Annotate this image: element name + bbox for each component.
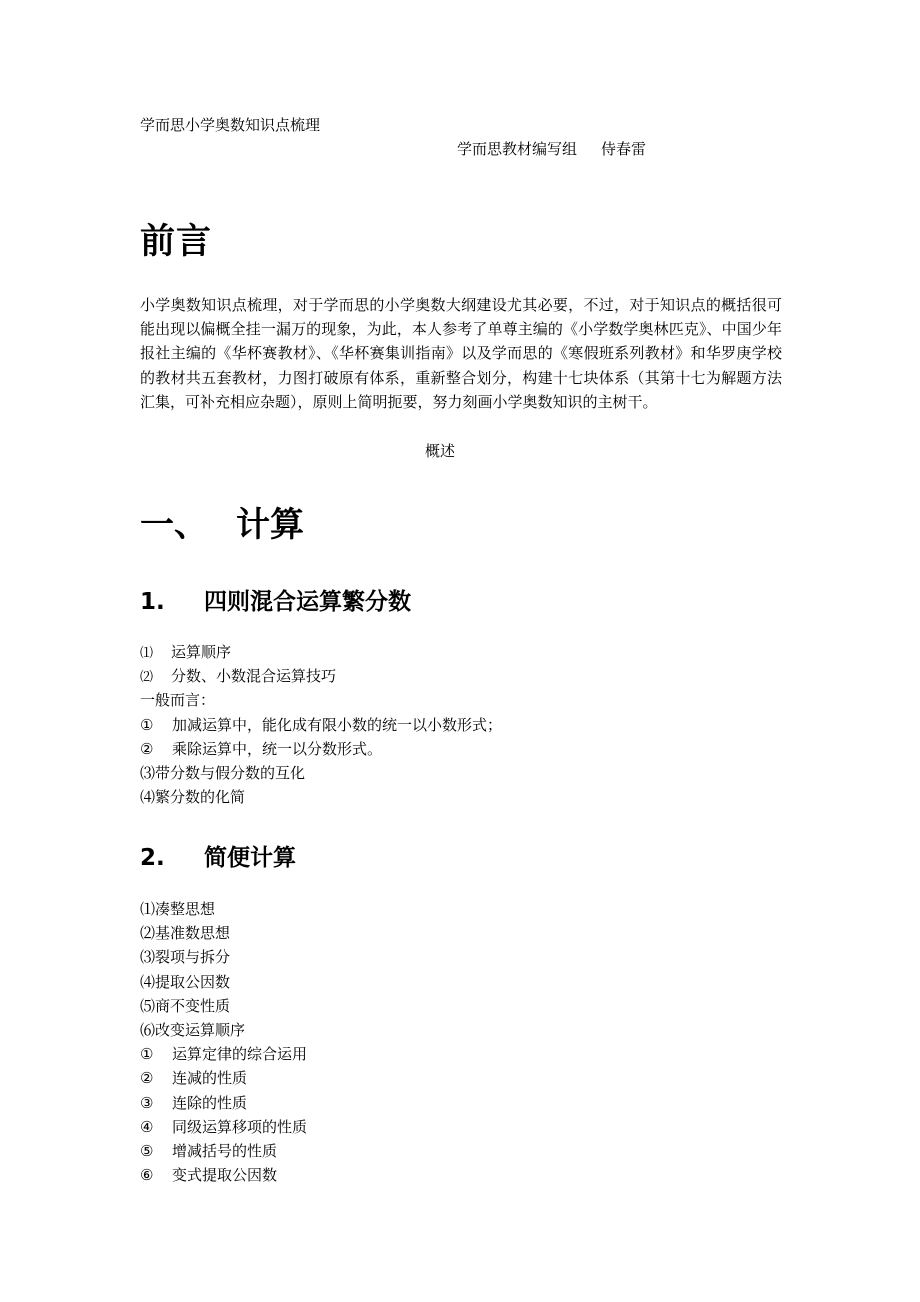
list-item	[140, 1066, 307, 1090]
list-item-text: 连减的性质	[172, 1069, 248, 1088]
list-item	[140, 785, 502, 809]
list-item	[140, 897, 307, 921]
list-item-text: ⑵基准数思想	[140, 924, 231, 943]
list-item-text: 变式提取公因数	[172, 1166, 278, 1185]
preface-paragraph: 小学奥数知识点梳理，对于学而思的小学奥数大纲建设尤其必要，不过，对于知识点的概括很可能出现以偏概全挂一漏万的现象，为此，本人参考了单尊主编的《小学数学奥林匹克》、中国少年报社主编的《华杯赛教材》、《华杯赛集训指南》以及学而思的《寒假班系列教材》和华罗庚学校的教材共五套教材，力图打破原有体系，重新整合划分，构建十七块体系（其第十七为解题方法汇集，可补充相应杂题），原则上简明扼要，努力刻画小学奥数知识的主树干。	[140, 296, 782, 411]
list-item	[140, 664, 502, 688]
list-item-text: 分数、小数混合运算技巧	[171, 667, 337, 686]
list-item	[140, 1115, 307, 1139]
list-item-text: 一般而言：	[140, 691, 216, 710]
list-item	[140, 1091, 307, 1115]
list-item	[140, 994, 307, 1018]
section-title: 四则混合运算繁分数	[204, 589, 411, 615]
section-title: 简便计算	[204, 845, 296, 871]
list-item-text: ⑶带分数与假分数的互化	[140, 763, 306, 782]
list-item-text: 连除的性质	[172, 1093, 248, 1112]
chapter-number: 一、	[140, 505, 208, 545]
author-line	[457, 138, 646, 159]
list-item-text: ⑷提取公因数	[140, 972, 231, 991]
author-name: 侍春雷	[601, 140, 647, 158]
list-item-text: 运算定律的综合运用	[172, 1045, 308, 1064]
list-item	[140, 1042, 307, 1066]
section-2-list	[140, 897, 307, 1187]
list-marker: ⑥	[140, 1166, 154, 1185]
list-marker: ④	[140, 1117, 154, 1136]
overview-label: 概述	[424, 442, 455, 460]
list-item	[140, 1018, 307, 1042]
list-marker: ③	[140, 1093, 154, 1112]
list-item	[140, 640, 502, 664]
section-heading-2	[140, 839, 296, 872]
section-number: 1.	[140, 589, 165, 615]
list-item-text: ⑴凑整思想	[140, 900, 216, 918]
list-item	[140, 761, 502, 785]
list-item-text: 加减运算中，能化成有限小数的统一以小数形式；	[172, 715, 503, 734]
list-marker: ⑵	[140, 670, 154, 686]
list-item-text: 同级运算移项的性质	[172, 1117, 308, 1136]
list-item	[140, 688, 502, 712]
list-item	[140, 945, 307, 969]
list-item	[140, 1139, 307, 1163]
list-item-text: ⑷繁分数的化简	[140, 788, 246, 807]
section-1-list	[140, 640, 502, 809]
list-item	[140, 921, 307, 945]
author-group: 学而思教材编写组	[457, 140, 578, 158]
list-item-text: ⑶裂项与拆分	[140, 948, 231, 967]
list-item	[140, 970, 307, 994]
list-marker: ①	[140, 1045, 154, 1064]
list-marker: ⑤	[140, 1141, 154, 1160]
document-title: 学而思小学奥数知识点梳理	[140, 116, 321, 134]
list-marker: ②	[140, 739, 154, 758]
list-item-text: 运算顺序	[171, 643, 232, 661]
list-item-text: 增减括号的性质	[172, 1141, 278, 1160]
list-marker: ①	[140, 715, 154, 734]
list-item-text: ⑹改变运算顺序	[140, 1020, 246, 1039]
list-marker: ⑴	[140, 646, 154, 661]
list-item	[140, 1163, 307, 1187]
list-item-text: 乘除运算中，统一以分数形式。	[172, 739, 383, 758]
chapter-title: 计算	[236, 505, 304, 545]
chapter-heading	[140, 497, 304, 546]
section-number: 2.	[140, 845, 165, 871]
section-heading-1	[140, 583, 411, 616]
preface-heading: 前言	[140, 221, 213, 262]
list-item	[140, 713, 502, 737]
list-item	[140, 737, 502, 761]
list-item-text: ⑸商不变性质	[140, 996, 231, 1015]
list-marker: ②	[140, 1069, 154, 1088]
